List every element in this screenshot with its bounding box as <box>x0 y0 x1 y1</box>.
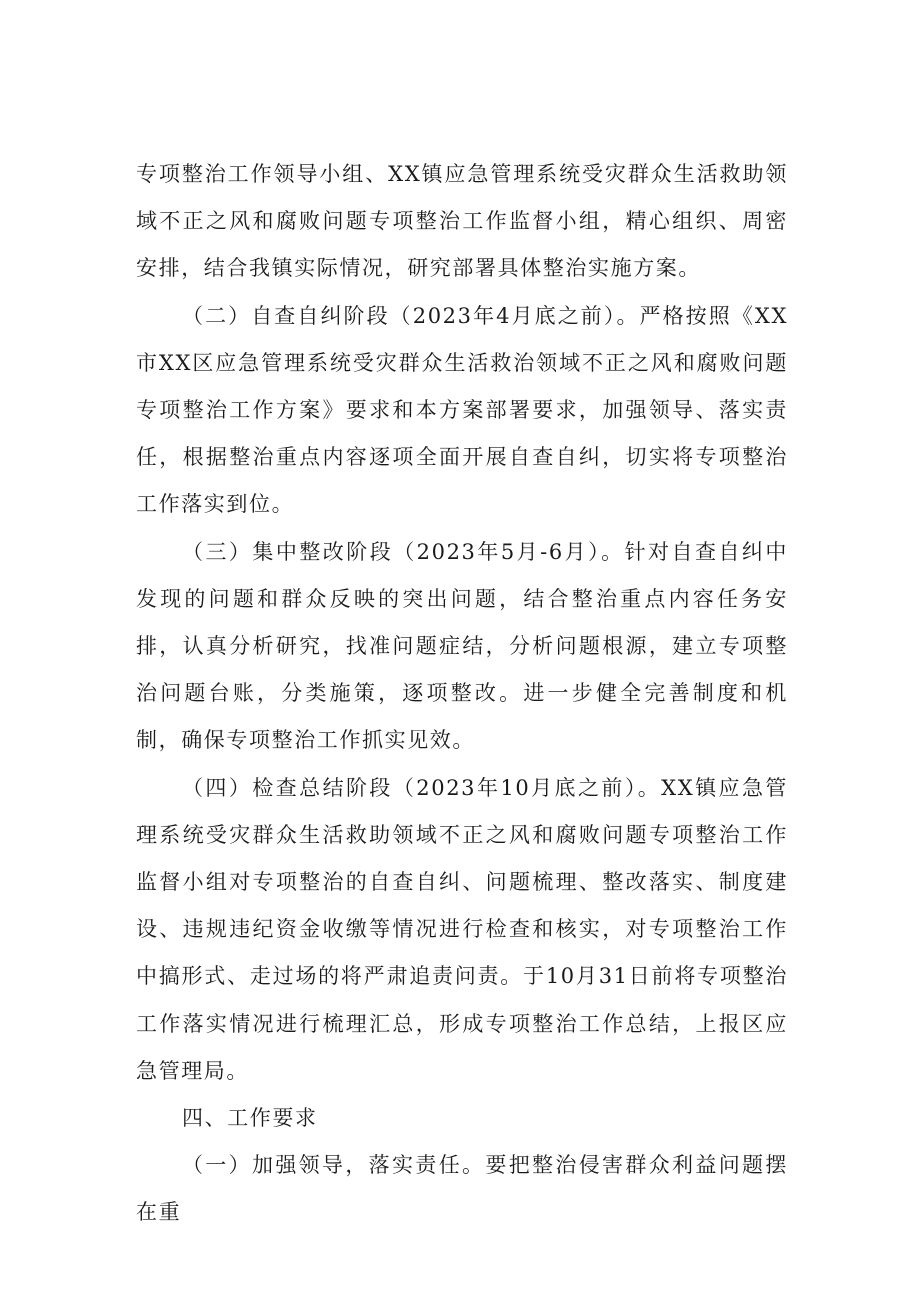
section-heading-work-requirements: 四、工作要求 <box>182 1106 318 1131</box>
paragraph-strengthen-leadership: （一）加强领导，落实责任。要把整治侵害群众利益问题摆在重 <box>136 1153 788 1225</box>
paragraph-continuation: 专项整治工作领导小组、XX镇应急管理系统受灾群众生活救助领域不正之风和腐败问题专项整治工作监督小组，精心组织、周密安排，结合我镇实际情况，研究部署具体整治实施方案。 <box>136 162 788 281</box>
document-body <box>136 151 788 1237</box>
paragraph-inspection-summary-stage: （四）检查总结阶段（2023年10月底之前）。XX镇应急管理系统受灾群众生活救助领域不正之风和腐败问题专项整治工作监督小组对专项整治的自查自纠、问题梳理、整改落实、制度建设、违规违纪资金收缴等情况进行检查和核实，对专项整治工作中搞形式、走过场的将严肃追责问责。于10月31日前将专项整治工作落实情况进行梳理汇总，形成专项整治工作总结，上报区应急管理局。 <box>136 775 788 1083</box>
paragraph-self-inspection-stage: （二）自查自纠阶段（2023年4月底之前）。严格按照《XX市XX区应急管理系统受灾群众生活救治领域不正之风和腐败问题专项整治工作方案》要求和本方案部署要求，加强领导、落实责任，根据整治重点内容逐项全面开展自查自纠，切实将专项整治工作落实到位。 <box>136 303 788 517</box>
paragraph-rectification-stage: （三）集中整改阶段（2023年5月-6月）。针对自查自纠中发现的问题和群众反映的突出问题，结合整治重点内容任务安排，认真分析研究，找准问题症结，分析问题根源，建立专项整治问题台账，分类施策，逐项整改。进一步健全完善制度和机制，确保专项整治工作抓实见效。 <box>136 539 788 753</box>
